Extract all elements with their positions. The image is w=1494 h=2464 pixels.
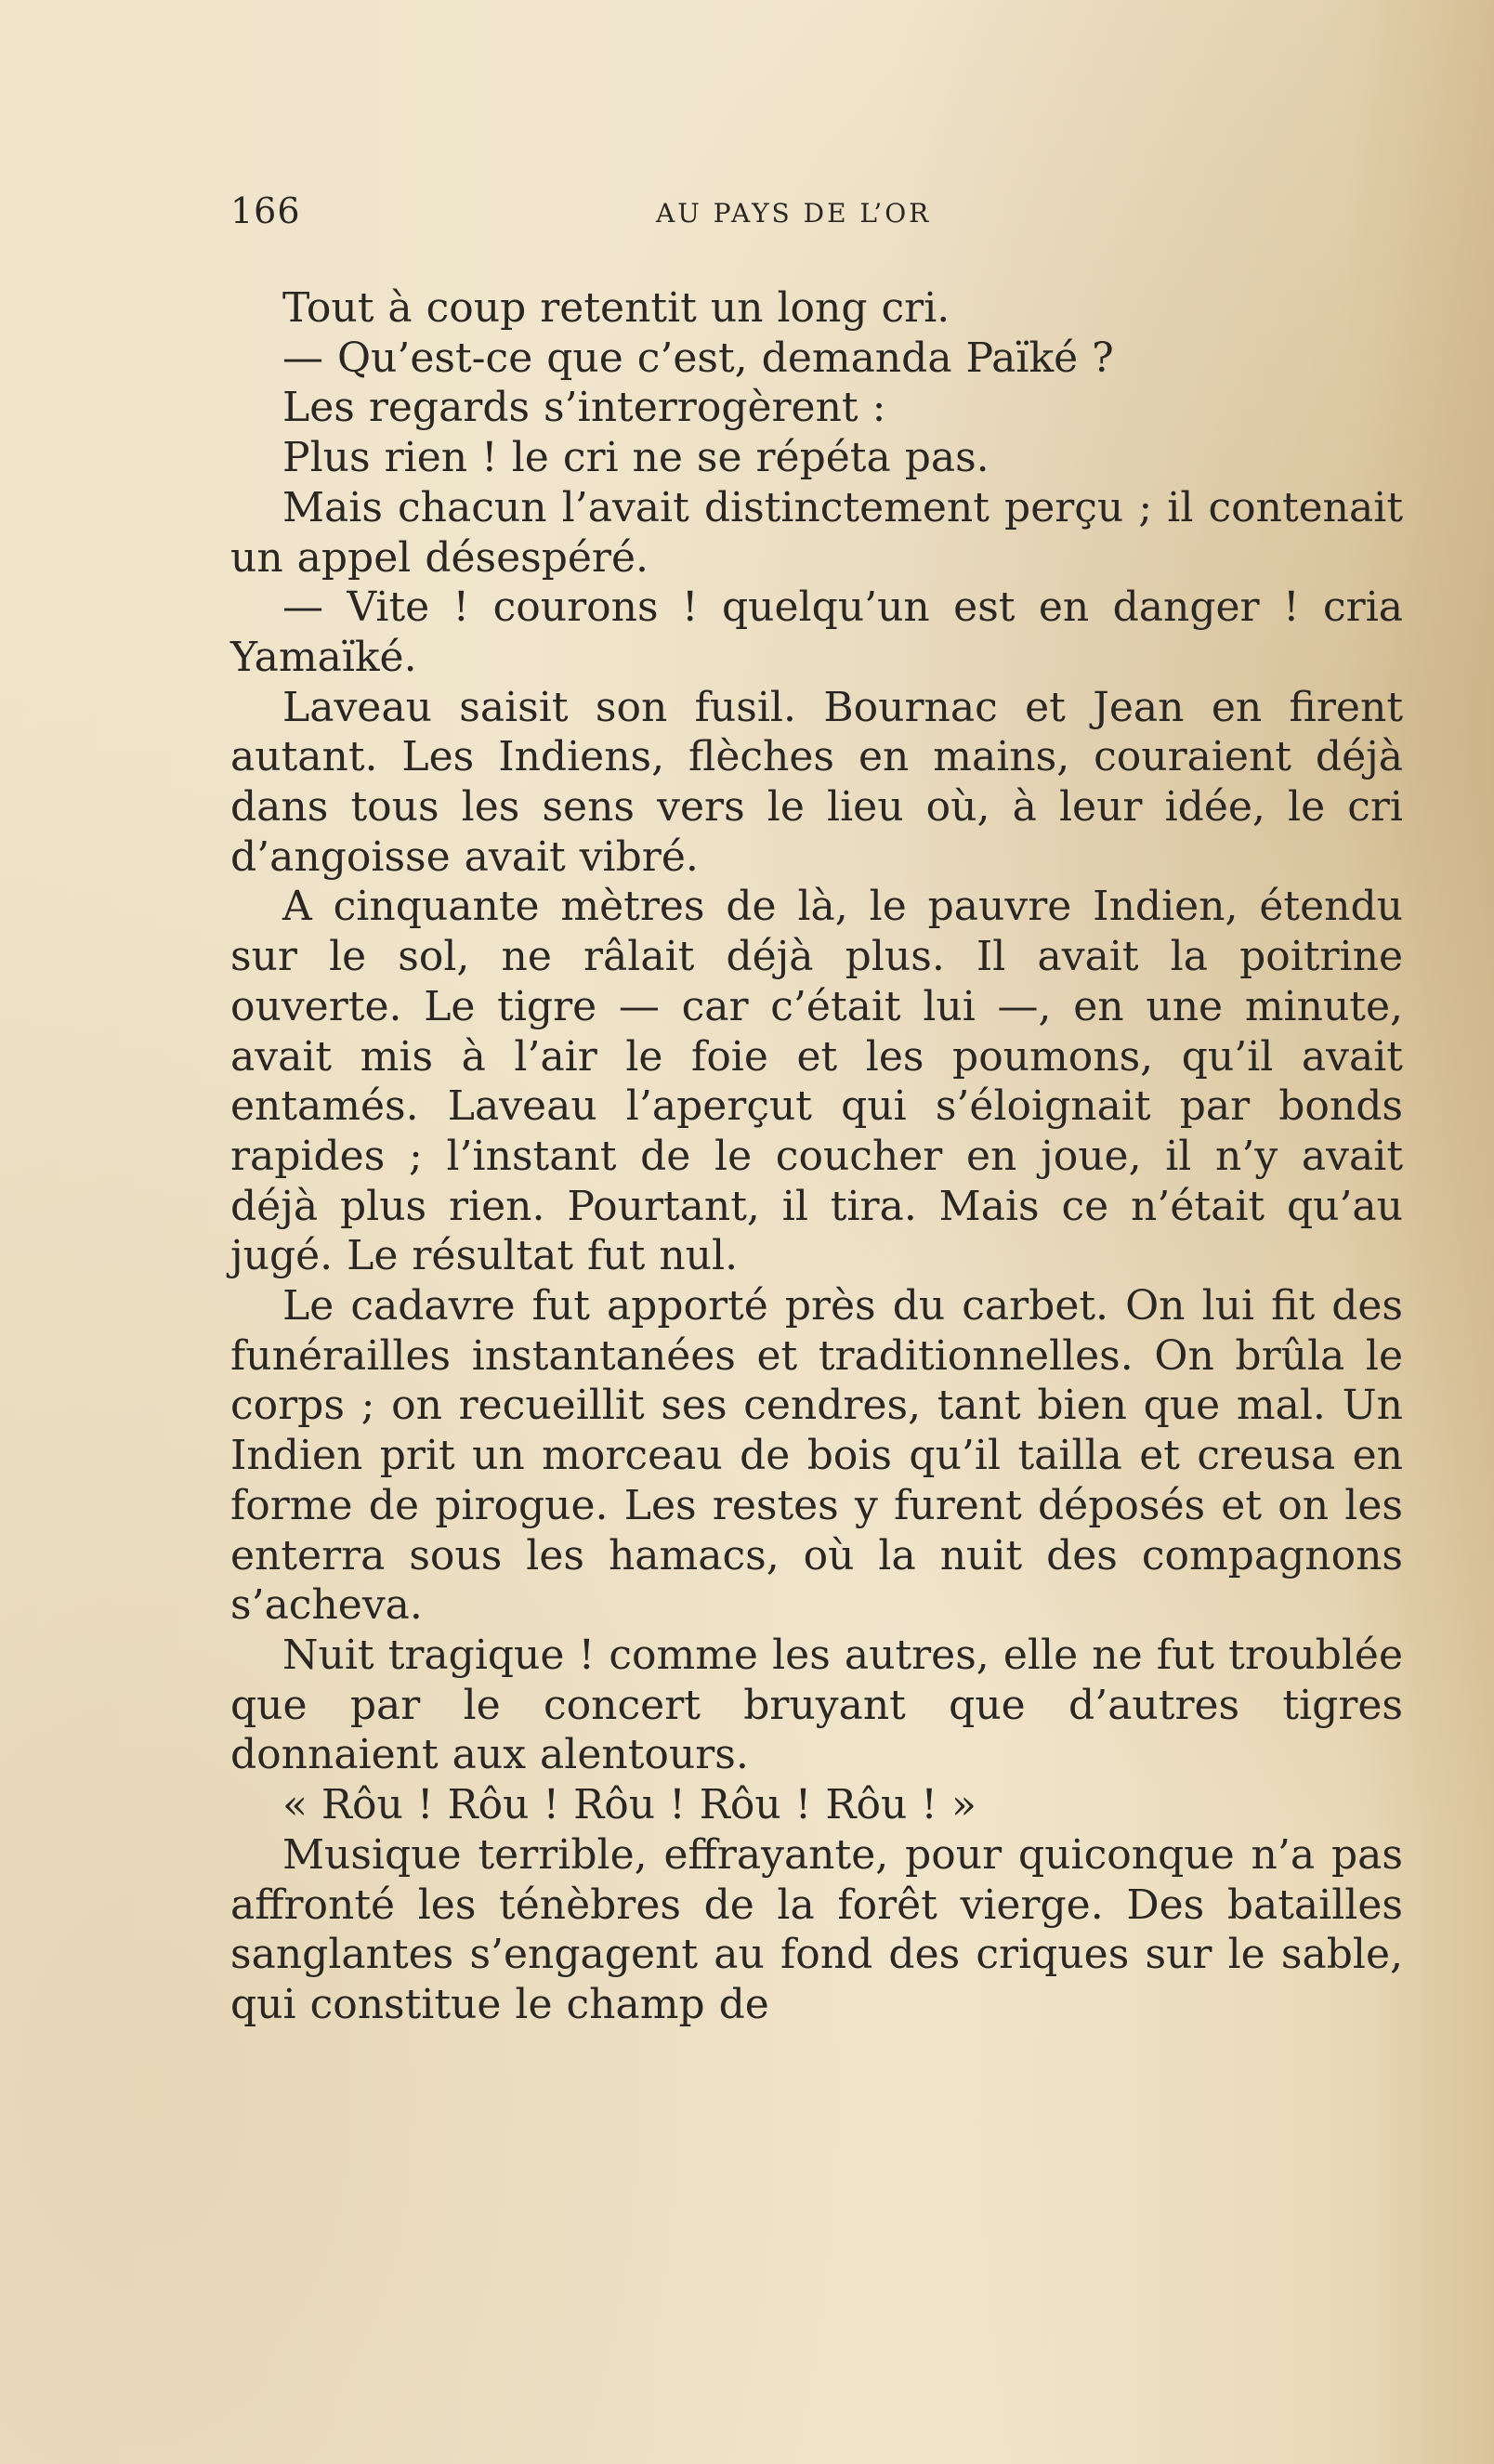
paragraph: « Rôu ! Rôu ! Rôu ! Rôu ! Rôu ! » [282,1781,976,1829]
paragraph: Les regards s’interrogèrent : [282,384,886,432]
paragraph: Tout à coup retentit un long cri. [282,284,950,332]
page-number: 166 [230,190,301,231]
running-title: AU PAYS DE L’OR [656,198,932,229]
paragraph: Le cadavre fut apporté près du carbet. On lui fit des funérailles instantanées et traditionnelles. On brûla le corps ; on recueillit ses cendres, tant bien que mal. Un Indien prit un morceau de bois qu’il tailla et creusa en forme de pirogue. Les restes y furent déposés et on les enterra sous les hamacs, où la nuit des compagnons s’acheva. [230,1282,1403,1630]
paragraph: Musique terrible, effrayante, pour quiconque n’a pas affronté les ténèbres de la forêt vierge. Des batailles sanglantes s’engagent au fond des criques sur le sable, qui constitue le champ de [230,1830,1403,2028]
page-header [230,190,1317,246]
body-text [230,283,1403,2030]
paragraph: A cinquante mètres de là, le pauvre Indien, étendu sur le sol, ne râlait déjà plus. Il avait la poitrine ouverte. Le tigre — car c’était lui —, en une minute, avait mis à l’air le foie et les poumons, qu’il avait entamés. Laveau l’aperçut qui s’éloignait par bonds rapides ; l’instant de le coucher en joue, il n’y avait déjà plus rien. Pourtant, il tira. Mais ce n’était qu’au jugé. Le résultat fut nul. [230,883,1403,1280]
paragraph: Laveau saisit son fusil. Bournac et Jean en firent autant. Les Indiens, flèches en mains, couraient déjà dans tous les sens vers le lieu où, à leur idée, le cri d’angoisse avait vibré. [230,683,1403,881]
paragraph: Plus rien ! le cri ne se répéta pas. [282,434,989,482]
paragraph: — Qu’est-ce que c’est, demanda Païké ? [282,334,1114,382]
paragraph: — Vite ! courons ! quelqu’un est en danger ! cria Yamaïké. [230,583,1403,681]
paragraph: Nuit tragique ! comme les autres, elle ne fut troublée que par le concert bruyant que d’autres tigres donnaient aux alentours. [230,1631,1403,1779]
paragraph: Mais chacun l’avait distinctement perçu ; il contenait un appel désespéré. [230,483,1403,582]
